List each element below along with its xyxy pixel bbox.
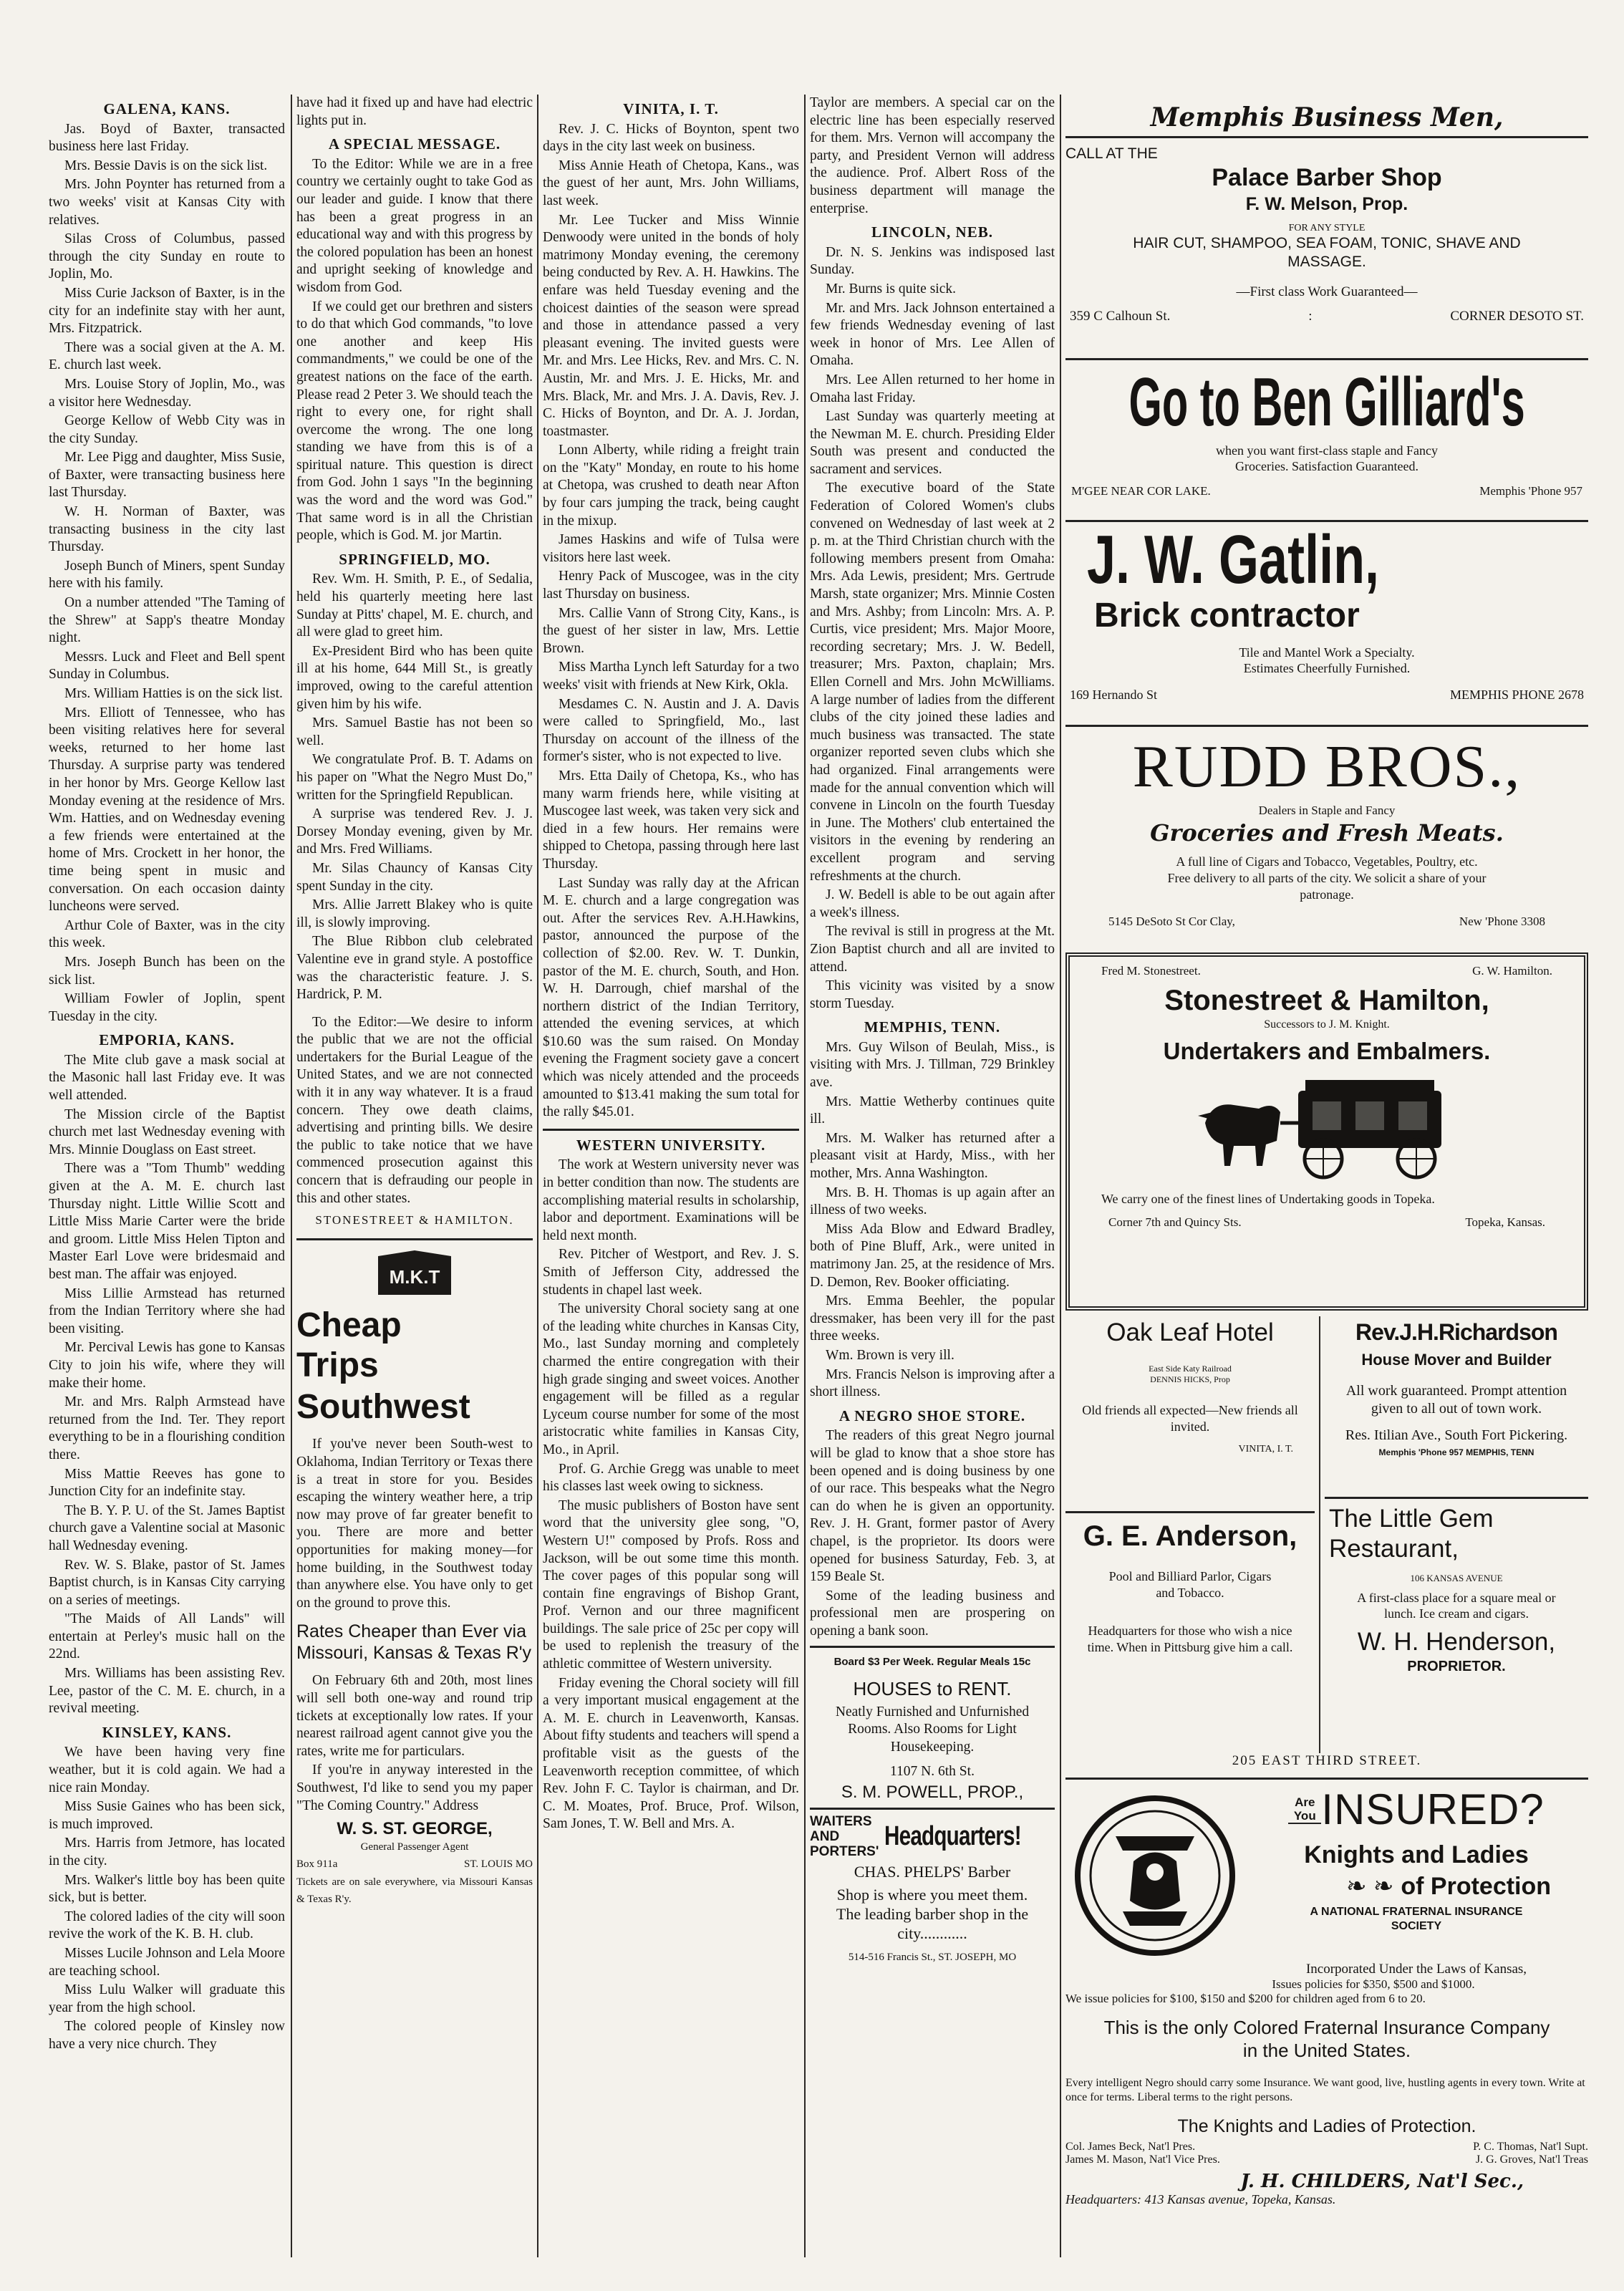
news-item: The Blue Ribbon club celebrated Valentine eve in grand style. A postoffice was the characteristic feature. J. S. Hardrick, P. M. (296, 934, 533, 1003)
ads-left-stack (1065, 1316, 1315, 1775)
news-item: Mrs. B. H. Thomas is up again after an illness of two weeks. (810, 1185, 1055, 1218)
phelps-ad-header (810, 1814, 1055, 1859)
first-class-work: —First class Work Guaranteed— (1236, 284, 1418, 299)
news-item: Mr. and Mrs. Ralph Armstead have returned from the Ind. Ter. They report everything to be in a flourishing condition there. (49, 1394, 285, 1462)
officer-thomas: P. C. Thomas, Nat'l Supt. (1473, 2141, 1588, 2153)
news-item: Jas. Boyd of Baxter, transacted business here last Friday. (49, 121, 285, 155)
news-item: Miss Martha Lynch left Saturday for a two weeks' visit with friends at New Kirk, Okla. (543, 660, 799, 693)
headquarters-row (1065, 2192, 1588, 2207)
ad-rudd-bros (1065, 735, 1588, 929)
heading-shoe-store: A NEGRO SHOE STORE. (838, 1407, 1026, 1424)
ge-text: Headquarters for those who wish a nice time. When in Pittsburg give him a call. (1087, 1624, 1293, 1654)
heading-vinita: VINITA, I. T. (623, 100, 719, 117)
news-item: Mrs. Guy Wilson of Beulah, Miss., is visiting with Mrs. J. Tillman, 729 Brinkley ave. (810, 1039, 1055, 1091)
news-item: Mesdames C. N. Austin and J. A. Davis were called to Springfield, Mo., last Thursday on account of the illness of the former's sister, who is not expected to live. (543, 696, 799, 765)
column-5-ads (1065, 95, 1588, 2257)
news-item: Arthur Cole of Baxter, was in the city this week. (49, 917, 285, 951)
palace-services: HAIR CUT, SHAMPOO, SEA FOAM, TONIC, SHAVE AND MASSAGE. (1133, 235, 1521, 270)
news-item: Mrs. Elliott of Tennessee, who has been visiting relatives here for several weeks, returned to her home last Thursday. A surprise party was tendered in her honor by Mrs. George Kellow last Monday evening at the residence of Mrs. Wm. Hatties, and on Wednesday evening a few friends were entertained at the home of Mrs. Crockett in her honor, the time being spent in music and conversation. On each occasion dainty luncheons were served. (49, 705, 285, 915)
ad-box: Box 911a (296, 1858, 338, 1871)
ad-little-gem (1325, 1504, 1588, 1675)
news-item: Miss Lillie Armstead has returned from the Indian Territory where she had been visiting. (49, 1286, 285, 1336)
houses-heading: HOUSES to RENT. (853, 1678, 1012, 1700)
news-item: Miss Mattie Reeves has gone to Junction City for an indefinite stay. (49, 1466, 285, 1500)
column-2 (296, 95, 533, 2257)
column-rule (1319, 1316, 1320, 1753)
news-item: James Haskins and wife of Tulsa were visitors here last week. (543, 532, 799, 565)
news-item: The revival is still in progress at the Mt. Zion Baptist church and all are invited to attend. (810, 924, 1055, 975)
shoe-items (810, 1427, 1055, 1640)
news-item: A surprise was tendered Rev. J. J. Dorsey Monday evening, given by Mr. and Mrs. Fred Williams. (296, 806, 533, 857)
news-item: Joseph Bunch of Miners, spent Sunday here with his family. (49, 558, 285, 592)
henderson-proprietor: PROPRIETOR. (1407, 1659, 1506, 1674)
column-rule (291, 95, 292, 2257)
news-item: Mrs. Francis Nelson is improving after a short illness. (810, 1366, 1055, 1400)
ben-address: M'GEE NEAR COR LAKE. (1071, 484, 1211, 498)
news-item: Mrs. Louise Story of Joplin, Mo., was a visitor here Wednesday. (49, 376, 285, 410)
little-gem-address: 106 KANSAS AVENUE (1410, 1573, 1503, 1583)
news-item: There was a "Tom Thumb" wedding given at the A. M. E. church last Thursday night. Little Willie Scott and Little Miss Marie Carter were the bride and groom. Little Miss Helen Tipton and Master Earl Love were bridesmaid and best man. The affair was enjoyed. (49, 1161, 285, 1282)
stonestreet-city: Topeka, Kansas. (1465, 1215, 1545, 1229)
rudd-dealers: Dealers in Staple and Fancy (1258, 804, 1396, 817)
heading-lincoln: LINCOLN, NEB. (871, 223, 993, 241)
ad-agent-name: W. S. ST. GEORGE, (337, 1819, 493, 1839)
news-item: Friday evening the Choral society will fill a very important musical engagement at the A. M. E. church in Leavenworth, Kansas. About fifty students and teachers will spend a profitable visit as the guests of the Leavenworth reception committee, of which Rev. John F. C. Taylor is chairman, and Dr. C. M. Moates, Prof. Bruce, Prof. Wilson, Sam Jones, T. W. Bell and Mrs. A. (543, 1675, 799, 1832)
ad-oak-leaf-hotel (1065, 1316, 1315, 1455)
newspaper-page (49, 95, 1588, 2257)
kl-protection: The Knights and Ladies of Protection. (1177, 2116, 1476, 2136)
news-item: Prof. G. Archie Gregg was unable to meet his classes last week owing to sickness. (543, 1461, 799, 1495)
partner-hamilton: G. W. Hamilton. (1472, 964, 1552, 978)
vinita-items (543, 121, 799, 1122)
officers-row-2 (1065, 2153, 1588, 2166)
news-item: Wm. Brown is very ill. (826, 1347, 954, 1363)
palace-street: 359 C Calhoun St. (1070, 309, 1171, 324)
svg-text:M.K.T: M.K.T (389, 1265, 440, 1288)
anderson-address: 205 EAST THIRD STREET. (1232, 1753, 1422, 1768)
news-item: Last Sunday was quarterly meeting at the Newman M. E. church. Presiding Elder South was present and conducted the sacrament and services. (810, 409, 1055, 477)
are-you: Are You (1288, 1795, 1321, 1824)
kinsley-items (49, 1744, 285, 2053)
divider (1065, 1511, 1315, 1513)
officer-childers: J. H. CHILDERS, Nat'l Sec., (1240, 2171, 1524, 2192)
phelps-address: 514-516 Francis St., ST. JOSEPH, MO (848, 1952, 1017, 1964)
news-item: Mr. Lee Tucker and Miss Winnie Denwoody were united in the bonds of holy matrimony Monday evening, the ceremony being conducted by Rev. A. H. Hawkins. The enfare was held Tuesday evening and the choicest dainties of the season were spread and those in attendance passed a very pleasant evening. The invited guests were Mr. and Mrs. Lee Hicks, Rev. and Mrs. C. N. Austin, Mr. and Mrs. J. E. Hicks, Mr. and Mrs. Black, Mr. and Mrs. J. A. Davis, Rev. J. C. Hicks of Boynton, and Dr. A. J. Jordan, toastmaster. (543, 212, 799, 439)
gatlin-title-wrap (1065, 524, 1588, 596)
news-item: Rev. J. C. Hicks of Boynton, spent two days in the city last week on business. (543, 121, 799, 155)
oak-text: Old friends all expected—New friends all invited. (1082, 1403, 1298, 1434)
news-item: The Mite club gave a mask social at the Masonic hall last Friday eve. It was well attended. (49, 1052, 285, 1104)
news-item: Some of the leading business and professional men are prospering on opening a bank soon. (810, 1588, 1055, 1639)
houses-text: Neatly Furnished and Unfurnished Rooms. Also Rooms for Light Housekeeping. (835, 1704, 1030, 1755)
memphis-business-men-title: Memphis Business Men, (1150, 102, 1504, 132)
news-item: Miss Ada Blow and Edward Bradley, both of Pine Bluff, Ark., were united in matrimony Jan. 25, at the residence of Mrs. D. Demon, Rev. Booker officiating. (810, 1221, 1055, 1290)
ad-richardson (1325, 1316, 1588, 1457)
news-item: George Kellow of Webb City was in the city Sunday. (49, 413, 285, 446)
news-item: Mrs. Mattie Wetherby continues quite ill. (810, 1094, 1055, 1127)
news-item: Mr. Percival Lewis has gone to Kansas City to join his wife, where they will make their home. (49, 1340, 285, 1391)
rudd-address-row (1065, 915, 1588, 929)
hearse-carriage-icon (1191, 1073, 1463, 1180)
undertakers-title: Undertakers and Embalmers. (1163, 1038, 1491, 1064)
heading-kinsley: KINSLEY, KANS. (102, 1723, 232, 1741)
palace-address-row (1065, 309, 1588, 324)
national-society: A NATIONAL FRATERNAL INSURANCE SOCIETY (1310, 1906, 1523, 1932)
news-item: Misses Lucile Johnson and Lela Moore are teaching school. (49, 1945, 285, 1979)
divider (1065, 1778, 1588, 1780)
lincoln-items (810, 244, 1055, 1013)
gatlin-text: Tile and Mantel Work a Specialty. Estimates Cheerfully Furnished. (1239, 645, 1415, 675)
news-item: We congratulate Prof. B. T. Adams on his paper on "What the Negro Must Do," written for the Springfield Republican. (296, 752, 533, 803)
ad-headline-southwest: Southwest (296, 1388, 470, 1427)
news-item: Mrs. Etta Daily of Chetopa, Ks., who has many warm friends here, while visiting at Muscogee last week, was taken very sick and died in a few hours. Her remains were shipped to Chetopa, passing through here last Thursday. (543, 768, 799, 872)
news-item: Rev. Wm. H. Smith, P. E., of Sedalia, held his quarterly meeting here last Sunday at Pitts' chapel, M. E. church, and all were glad to greet him. (296, 571, 533, 640)
palace-title: Palace Barber Shop (1212, 164, 1442, 191)
heading-special-message: A SPECIAL MESSAGE. (328, 135, 501, 153)
phelps-text: Shop is where you meet them. The leading barber shop in the city............ (836, 1886, 1029, 1943)
incorporated: Incorporated Under the Laws of Kansas, (1305, 1962, 1527, 1977)
rudd-phone: New 'Phone 3308 (1459, 915, 1545, 928)
board-rates: Board $3 Per Week. Regular Meals 15c (833, 1656, 1031, 1669)
heading-memphis: MEMPHIS, TENN. (864, 1018, 1001, 1036)
officer-mason: James M. Mason, Nat'l Vice Pres. (1065, 2153, 1220, 2166)
ad-ge-anderson (1065, 1518, 1315, 1656)
partner-stonestreet: Fred M. Stonestreet. (1101, 964, 1201, 978)
palace-corner: CORNER DESOTO ST. (1450, 309, 1584, 324)
gatlin-phone: MEMPHIS PHONE 2678 (1449, 688, 1584, 702)
news-item: Messrs. Luck and Fleet and Bell spent Sunday in Columbus. (49, 649, 285, 683)
news-item: Ex-President Bird who has been quite ill at his home, 644 Mill St., is greatly improved, owing to the careful attention given him by his wife. (296, 643, 533, 712)
policies: Issues policies for $350, $500 and $1000. (1272, 1977, 1475, 1991)
oak-proprietor: DENNIS HICKS, Prop (1150, 1374, 1230, 1384)
ad-paragraph-2: On February 6th and 20th, most lines will sell both one-way and round trip tickets at exceptionally low rates. If your nearest railroad agent cannot give you the rates, write me for particulars. (296, 1673, 533, 1759)
ad-footer: Tickets are on sale everywhere, via Missouri Kansas & Texas R'y. (296, 1876, 533, 1906)
news-item: Mr. Silas Chauncy of Kansas City spent Sunday in the city. (296, 860, 533, 894)
mkt-logo-wrap (296, 1250, 533, 1306)
hq-label: Headquarters: (1065, 2192, 1141, 2206)
oak-sub: East Side Katy Railroad (1149, 1364, 1232, 1374)
column-3 (543, 95, 799, 2257)
waiters-label: WAITERS AND PORTERS' (810, 1813, 879, 1859)
news-item: There was a social given at the A. M. E. church last week. (49, 339, 285, 373)
officer-groves: J. G. Groves, Nat'l Treas (1475, 2153, 1588, 2166)
news-item: Henry Pack of Muscogee, was in the city last Thursday on business. (543, 569, 799, 602)
news-item: Miss Annie Heath of Chetopa, Kans., was the guest of her aunt, Mrs. John Williams, last week. (543, 158, 799, 208)
special-message-items (296, 156, 533, 545)
news-item: The executive board of the State Federation of Colored Women's clubs convened on Wednesday of last week at 2 p. m. at the Third Christian church with the following members present from Omaha: Mrs. Ada Lewis, president; Mrs. Gertrude Marsh, state organizer; Mrs. Minnie Costen and Mrs. Ashby; from Lincoln: Mrs. A. P. Curtis, vice president; Mrs. Major Moore, recording secretary; Mrs. J. W. Bedell, treasurer; Mrs. Paxton, chaplain; Mrs. Ellen Cornell and Mrs. John McWilliams. A large number of ladies from the different clubs of the city joined these ladies and much business was transacted. The state organizer reported seven clubs which she had organized. Final arrangements were made for the annual convention which will convene in Lincoln on the fourth Tuesday in June. The Mothers' club entertained the visitors in the evening by rendering an excellent program and serving refreshments at the church. (810, 481, 1055, 884)
henderson-name: W. H. Henderson, (1357, 1628, 1556, 1656)
stonestreet-text: We carry one of the finest lines of Undertaking goods in Topeka. (1101, 1192, 1435, 1206)
news-item: Mr. and Mrs. Jack Johnson entertained a few friends Wednesday evening of last week in honor of Mrs. Lee Allen of Omaha. (810, 300, 1055, 369)
palace-colon: : (1308, 309, 1313, 324)
ad-headline-cheap: Cheap (296, 1306, 402, 1345)
divider (810, 1646, 1055, 1648)
knights-title: Knights and Ladies (1304, 1841, 1529, 1868)
rudd-title: RUDD BROS., (1132, 735, 1522, 800)
divider (1065, 136, 1588, 138)
richardson-sub: House Mover and Builder (1361, 1351, 1552, 1369)
officers-row-1 (1065, 2141, 1588, 2153)
insurance-header (1244, 1786, 1588, 1934)
richardson-phone: Memphis 'Phone 957 MEMPHIS, TENN (1378, 1447, 1534, 1457)
ad-ben-gilliard (1065, 367, 1588, 498)
springfield-items (296, 571, 533, 1003)
galena-items (49, 121, 285, 1026)
column-4 (810, 95, 1055, 2257)
news-item: This vicinity was visited by a snow storm Tuesday. (810, 978, 1055, 1011)
ad-agent-title: General Passenger Agent (360, 1841, 469, 1853)
news-item: Mrs. William Hatties is on the sick list. (64, 686, 283, 701)
news-item: Mrs. John Poynter has returned from a two weeks' visit at Kansas City with relatives. (49, 177, 285, 228)
ad-paragraph-3: If you're in anyway interested in the Southwest, I'd like to send you my paper "The Coming Country." Address (296, 1762, 533, 1813)
news-item: Mrs. Lee Allen returned to her home in Omaha last Friday. (810, 372, 1055, 405)
news-item: Mrs. Williams has been assisting Rev. Lee, pastor of the C. M. E. church, in a revival meeting. (49, 1666, 285, 1717)
ben-title-wrap (1065, 367, 1588, 438)
ben-text: when you want first-class staple and Fancy Groceries. Satisfaction Guaranteed. (1216, 443, 1438, 473)
stonestreet-title: Stonestreet & Hamilton, (1164, 985, 1489, 1016)
ad-paragraph-1: If you've never been South-west to Oklahoma, Indian Territory or Texas there is a treat in store for you. Besides escaping the wintery weather here, a trip now may prove of far greater benefit to you. There are more and better opportunities for making money—for home building, in the Southwest today than anywhere else. You have only to get on the ground to prove this. (296, 1437, 533, 1611)
ad-stonestreet (1080, 964, 1574, 1230)
richardson-residence: Res. Itilian Ave., South Fort Pickering. (1345, 1427, 1568, 1443)
news-item: "The Maids of All Lands" will entertain at Perley's music hall on the 22nd. (49, 1611, 285, 1662)
news-item: Mrs. Bessie Davis is on the sick list. (64, 158, 268, 173)
news-item: Mrs. Joseph Bunch has been on the sick list. (49, 954, 285, 988)
continued-text: have had it fixed up and have had electric lights put in. (296, 95, 533, 128)
column-rule (1060, 95, 1061, 2257)
editor-notice: To the Editor:—We desire to inform the public that we are not the official undertakers for the Burial League of the United States, and we are not connected with it in any way whatever. It is a fraud concern. They owe death claims, advertising and printing bills. We desire the public to take notice that we have commenced prosecution against this concern that is defrauding our people in this and other states. (296, 1014, 533, 1206)
news-item: Mrs. M. Walker has returned after a pleasant visit at Hardy, Miss., with her mother, Mrs. Anna Washington. (810, 1130, 1055, 1182)
column-1 (49, 95, 285, 2257)
ad-city: ST. LOUIS MO (464, 1858, 533, 1871)
any-style: FOR ANY STYLE (1288, 223, 1366, 233)
news-item: On a number attended "The Taming of the Shrew" at Sapp's theatre Monday night. (49, 595, 285, 646)
little-gem-text: A first-class place for a square meal or lunch. Ice cream and cigars. (1357, 1591, 1556, 1621)
news-item: The B. Y. P. U. of the St. James Baptist church gave a Valentine social at Masonic hall Wednesday evening. (49, 1503, 285, 1553)
ad-rates: Rates Cheaper than Ever via Missouri, Kansas & Texas R'y (296, 1621, 532, 1664)
news-item: If we could get our brethren and sisters to do that which God commands, "to love one another and keep His commandments," we could be one of the greatest nations on the face of the earth. Please read 2 Peter 3. We should teach the right to every one, for right shall overcome the wrong. The one long standing we have from this is of a spiritual nature. This question is direct from God. John 1 says "In the beginning was the word and the word was God." That same word is in all the Christian people, which is God. M. jor Martin. (296, 299, 533, 544)
protection-title: ❧ ❧ of Protection (1345, 1873, 1552, 1900)
rudd-text: A full line of Cigars and Tobacco, Vegetables, Poultry, etc. Free delivery to all parts of the city. We solicit a share of your patronage. (1167, 854, 1487, 902)
headquarters-title: Headquarters! (884, 1820, 1022, 1851)
oak-city: VINITA, I. T. (1238, 1444, 1293, 1455)
ads-right-stack (1325, 1316, 1588, 1775)
rudd-address: 5145 DeSoto St Cor Clay, (1108, 915, 1235, 928)
news-item: The music publishers of Boston have sent word that the university glee song, "O, Western U!" composed by Profs. Ross and Jackson, will be out some time this month. The cover pages of this popular song will contain fine engravings of Bishop Grant, Prof. Vernon and our three magnificent buildings. The sale price of 25c per copy will be used to replenish the treasury of the athletic committee of Western university. (543, 1497, 799, 1672)
phelps-name: CHAS. PHELPS' Barber (854, 1862, 1011, 1881)
ad-headline-trips: Trips (296, 1346, 379, 1385)
news-item: Mr. Burns is quite sick. (826, 281, 957, 296)
news-item: Last Sunday was rally day at the African M. E. church and a large congregation was out. After the services Rev. A.H.Hawkins, pastor, announced the purpose of the collection of $2.00. Rev. W. T. Dunkin, pastor of the M. E. church, South, and Hon. W. H. Darrough, chief marshal of the northern district of the Indian Territory, attended the evening services, at which $10.60 was the sum raised. On Monday evening the Fragment society gave a concert which was nicely attended and the proceeds amounted to $13.41 making the sum total for the rally $45.01. (543, 875, 799, 1120)
emporia-items (49, 1052, 285, 1718)
news-item: Mrs. Samuel Bastie has not been so well. (296, 715, 533, 748)
gatlin-address-row (1065, 688, 1588, 703)
stonestreet-partners (1080, 964, 1574, 978)
divider (1065, 520, 1588, 522)
news-item: Mrs. Walker's little boy has been quite sick, but is better. (49, 1872, 285, 1906)
news-item: Miss Susie Gaines who has been sick, is much improved. (49, 1799, 285, 1832)
only-company: This is the only Colored Fraternal Insurance Company in the United States. (1103, 2017, 1550, 2061)
insurance-body (1065, 1962, 1588, 2207)
knights-seal-icon (1073, 1793, 1237, 1958)
brick-contractor: Brick contractor (1094, 597, 1360, 635)
news-item: Mrs. Harris from Jetmore, has located in the city. (49, 1836, 285, 1868)
ben-title: Go to Ben Gilliard's (1128, 367, 1525, 440)
richardson-text: All work guaranteed. Prompt attention given to all out of town work. (1345, 1383, 1567, 1417)
divider (1325, 1497, 1588, 1499)
news-item: The university Choral society sang at one of the leading white churches in Kansas City, Mo., last Sunday morning and completely charmed the entire congregation with their high grade singing and sweet voices. Another engagement will be filled as a regular Lyceum course number for some of the most aristocratic white families in Kansas City, Mo., in April. (543, 1301, 799, 1457)
editor-signature: STONESTREET & HAMILTON. (315, 1213, 514, 1228)
children-policies: We issue policies for $100, $150 and $200 for children aged from 6 to 20. (1065, 1992, 1426, 2005)
ad-gatlin (1065, 524, 1588, 703)
divider (543, 1129, 799, 1131)
call-at-the: CALL AT THE (1065, 145, 1158, 162)
divider (810, 1808, 1055, 1810)
news-item: Mrs. Allie Jarrett Blakey who is quite ill, is slowly improving. (296, 897, 533, 930)
heading-galena: GALENA, KANS. (103, 100, 231, 117)
news-item: Rev. Pitcher of Westport, and Rev. J. S. Smith of Jefferson City, addressed the students in chapel last week. (543, 1247, 799, 1298)
memphis-items (810, 1039, 1055, 1402)
rudd-groceries: Groceries and Fresh Meats. (1150, 819, 1504, 847)
heading-emporia: EMPORIA, KANS. (99, 1031, 235, 1049)
news-item: The colored people of Kinsley now have a very nice church. They (49, 2019, 285, 2052)
news-item: We have been having very fine weather, but it is cold again. We had a nice rain Monday. (49, 1745, 285, 1795)
every-negro: Every intelligent Negro should carry some Insurance. We want good, live, hustling agents in every town. Write at once for terms. Liberal terms to the right persons. (1065, 2077, 1585, 2103)
news-item: Lonn Alberty, while riding a freight train on the "Katy" Monday, en route to his home at Chetopa, was crushed to death near Afton by four cars jumping the track, being caught in the mixup. (543, 443, 799, 529)
news-item: The Mission circle of the Baptist church met last Wednesday evening with Mrs. Minnie Douglass on East street. (49, 1106, 285, 1157)
news-item: Mrs. Emma Beehler, the popular dressmaker, has been very ill for the past three weeks. (810, 1293, 1055, 1344)
gatlin-title: J. W. Gatlin, (1087, 524, 1380, 598)
divider (296, 1238, 533, 1240)
news-item: The colored ladies of the city will soon revive the work of the K. B. H. club. (49, 1909, 285, 1942)
news-item: Miss Lulu Walker will graduate this year from the high school. (49, 1982, 285, 2015)
little-gem-title: The Little Gem Restaurant, (1329, 1505, 1494, 1563)
richardson-title: Rev.J.H.Richardson (1355, 1319, 1557, 1345)
news-item: Mr. Lee Pigg and daughter, Miss Susie, of Baxter, were transacting business here last Thursday. (49, 450, 285, 501)
ad-palace-barber (1065, 102, 1588, 324)
insured-row (1244, 1786, 1588, 1833)
heading-springfield: SPRINGFIELD, MO. (339, 550, 490, 568)
column-rule (537, 95, 538, 2257)
heading-western-university: WESTERN UNIVERSITY. (576, 1136, 766, 1154)
ge-pool: Pool and Billiard Parlor, Cigars and Tobacco. (1108, 1569, 1272, 1600)
stonestreet-address: Corner 7th and Quincy Sts. (1108, 1215, 1242, 1229)
divider (1065, 725, 1588, 727)
divider (1065, 358, 1588, 360)
news-item: William Fowler of Joplin, spent Tuesday in the city. (49, 991, 285, 1024)
oak-title: Oak Leaf Hotel (1106, 1318, 1274, 1346)
hq-address: 413 Kansas avenue, Topeka, Kansas. (1144, 2192, 1336, 2206)
news-item: Miss Curie Jackson of Baxter, is in the city for an indefinite stay with her aunt, Mrs. Fitzpatrick. (49, 285, 285, 337)
gatlin-street: 169 Hernando St (1070, 688, 1157, 702)
ad-knights-ladies (1065, 1786, 1588, 2252)
ge-title: G. E. Anderson, (1083, 1520, 1297, 1552)
column-rule (804, 95, 806, 2257)
ad-address-row (296, 1856, 533, 1873)
officer-beck: Col. James Beck, Nat'l Pres. (1065, 2141, 1196, 2153)
news-item: Rev. W. S. Blake, pastor of St. James Baptist church, is in Kansas City carrying on a series of meetings. (49, 1557, 285, 1608)
news-item: Silas Cross of Columbus, passed through the city Sunday en route to Joplin, Mo. (49, 231, 285, 282)
stonestreet-address-row (1080, 1215, 1574, 1230)
ben-address-row (1065, 484, 1588, 498)
news-item: W. H. Norman of Baxter, was transacting business in the city last Thursday. (49, 504, 285, 555)
houses-address: 1107 N. 6th St. (890, 1764, 975, 1780)
western-items (543, 1157, 799, 1833)
houses-proprietor: S. M. POWELL, PROP., (841, 1783, 1024, 1803)
mkt-railroad-logo-icon (375, 1250, 454, 1301)
stonestreet-successors: Successors to J. M. Knight. (1264, 1018, 1390, 1031)
continued-text: Taylor are members. A special car on the electric line has been especially reserved for them. Mrs. Vernon will accompany the party, and President Vernon will address the audience. Prof. Albert Ross of the business department will manage the enterprise. (810, 95, 1055, 216)
ben-phone: Memphis 'Phone 957 (1479, 484, 1582, 498)
news-item: J. W. Bedell is able to be out again after a week's illness. (810, 887, 1055, 920)
insured-title: INSURED? (1321, 1786, 1545, 1833)
palace-proprietor: F. W. Melson, Prop. (1245, 194, 1408, 214)
news-item: Mrs. Callie Vann of Strong City, Kans., is the guest of her sister in law, Mrs. Lettie Brown. (543, 605, 799, 656)
news-item: The work at Western university never was in better condition than now. The students are accomplishing material results in scholarship, labor and deportment. Examinations will be held next month. (543, 1157, 799, 1243)
news-item: The readers of this great Negro journal will be glad to know that a shoe store has been opened and is doing business by one of our race. This bespeaks what the Negro can do when he is given an opportunity. Rev. J. H. Grant, former pastor of Avery chapel, is the proprietor. Its doors were opened for business Saturday, Feb. 3, at 159 Beale St. (810, 1428, 1055, 1585)
news-item: Dr. N. S. Jenkins was indisposed last Sunday. (810, 244, 1055, 278)
news-item: To the Editor: While we are in a free country we certainly ought to take God as our leader and guide. I know that there has been a great progress in an educational way and with this progress by the colored population has been an honest and upright seeking of knowledge and wisdom from God. (296, 156, 533, 295)
